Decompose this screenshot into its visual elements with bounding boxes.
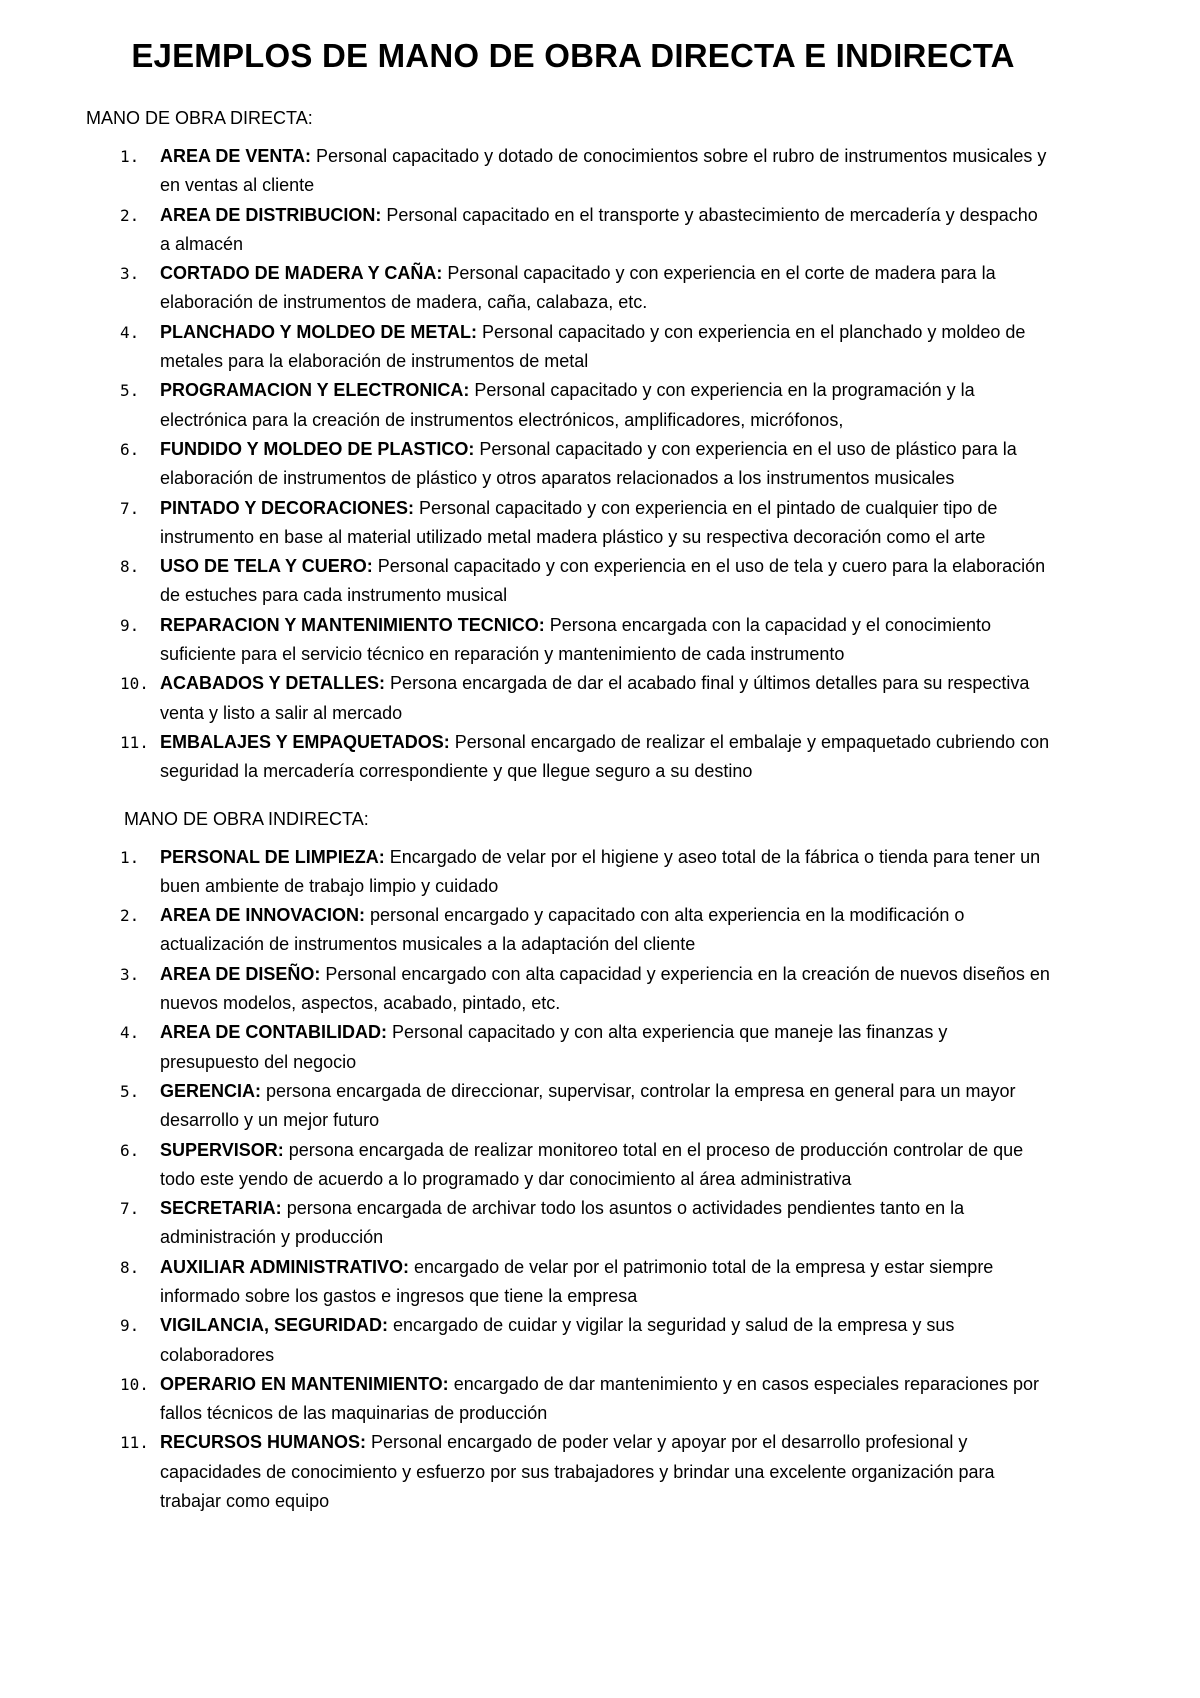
list-item-description: encargado de velar por el patrimonio total de la empresa y estar siempre informado sobre los gastos e ingresos que tiene la empresa [160,1256,994,1306]
list-item-term: FUNDIDO Y MOLDEO DE PLASTICO: [160,438,475,459]
list-item [86,318,1050,377]
list-item-number: 9. [120,1316,140,1336]
list-item-term: USO DE TELA Y CUERO: [160,556,373,577]
list-item-number: 11. [120,732,149,752]
section-heading-indirecta: MANO DE OBRA INDIRECTA: [124,808,369,829]
list-item-number: 10. [120,1374,149,1394]
list-item-number: 9. [120,615,140,635]
list-item-term: SECRETARIA: [160,1198,282,1219]
list-item-description: Personal capacitado y dotado de conocimientos sobre el rubro de instrumentos musicales y en ventas al cliente [160,146,1047,196]
list-item-description: encargado de cuidar y vigilar la seguridad y salud de la empresa y sus colaboradores [160,1315,955,1365]
list-item [86,142,1050,201]
list-item-description: Persona encargada de dar el acabado final y últimos detalles para su respectiva venta y listo a salir al mercado [160,673,1030,723]
list-item-description: Personal encargado de poder velar y apoyar por el desarrollo profesional y capacidades de conocimiento y esfuerzo por sus trabajadores y brindar una excelente organización para trabajar como equipo [160,1432,995,1512]
list-item [86,201,1050,260]
list-item [86,901,1050,960]
list-item-description: Personal encargado de realizar el embalaje y empaquetado cubriendo con seguridad la mercadería correspondiente y que llegue seguro a su destino [160,731,1050,782]
list-item-number: 5. [120,381,140,401]
list-item-term: CORTADO DE MADERA Y CAÑA: [160,263,443,284]
list-item-term: VIGILANCIA, SEGURIDAD: [160,1315,389,1336]
list-item-description: persona encargada de direccionar, supervisar, controlar la empresa en general para un mayor desarrollo y un mejor futuro [160,1080,1016,1131]
list-item-description: Personal capacitado y con experiencia en el pintado de cualquier tipo de instrumento en base al material utilizado metal madera plástico y su respectiva decoración como el arte [160,497,998,547]
list-item [86,1428,1050,1516]
list-item-term: AREA DE INNOVACION: [160,905,366,926]
list-item [86,960,1050,1019]
list-mano-de-obra-indirecta [86,843,1050,1517]
list-item [86,1077,1050,1136]
list-item-description: Encargado de velar por el higiene y aseo total de la fábrica o tienda para tener un buen ambiente de trabajo limpio y cuidado [160,846,1041,896]
list-item-description: persona encargada de realizar monitoreo total en el proceso de producción controlar de que todo este yendo de acuerdo a lo programado y dar conocimiento al área administrativa [160,1139,1024,1189]
list-item-description: Personal capacitado y con experiencia en el uso de plástico para la elaboración de instrumentos de plástico y otros aparatos relacionados a los instrumentos musicales [160,438,1017,489]
list-item-term: GERENCIA: [160,1080,262,1101]
list-item-number: 4. [120,1023,140,1043]
list-item-description: personal encargado y capacitado con alta experiencia en la modificación o actualización de instrumentos musicales a la adaptación del cliente [160,905,965,955]
list-item-term: OPERARIO EN MANTENIMIENTO: [160,1373,449,1394]
list-item [86,1253,1050,1312]
list-item-term: AREA DE DISEÑO: [160,963,321,984]
list-item-description: Personal capacitado y con experiencia en el corte de madera para la elaboración de instrumentos de madera, caña, calabaza, etc. [160,263,996,313]
list-item-description: Personal capacitado y con alta experiencia que maneje las finanzas y presupuesto del negocio [160,1022,948,1072]
list-item-term: SUPERVISOR: [160,1139,284,1160]
list-item-term: PINTADO Y DECORACIONES: [160,497,415,518]
list-item [86,552,1050,611]
list-item-term: AREA DE DISTRIBUCION: [160,204,382,225]
list-item-number: 5. [120,1081,140,1101]
list-item-number: 1. [120,147,140,166]
list-item-number: 6. [120,439,140,459]
list-mano-de-obra-directa [86,142,1050,787]
list-item-description: Personal capacitado en el transporte y abastecimiento de mercadería y despacho a almacén [160,204,1038,254]
list-item-term: AREA DE VENTA: [160,146,312,166]
list-item-number: 8. [120,1257,140,1277]
list-item [86,259,1050,318]
list-item-number: 1. [120,847,140,867]
list-item-term: RECURSOS HUMANOS: [160,1432,367,1453]
list-item [86,435,1050,494]
list-item [86,1194,1050,1253]
list-item [86,843,1050,902]
list-item-number: 7. [120,1199,140,1219]
list-item-term: AREA DE CONTABILIDAD: [160,1022,387,1043]
list-item-term: EMBALAJES Y EMPAQUETADOS: [160,731,450,752]
list-item [86,1370,1050,1429]
list-item [86,494,1050,553]
list-item-term: PLANCHADO Y MOLDEO DE METAL: [160,321,478,342]
list-item-number: 3. [120,264,140,284]
list-item-description: Personal capacitado y con experiencia en el uso de tela y cuero para la elaboración de estuches para cada instrumento musical [160,556,1046,606]
list-item-number: 6. [120,1140,140,1160]
list-item-number: 8. [120,557,140,577]
document-title: EJEMPLOS DE MANO DE OBRA DIRECTA E INDIRECTA [131,37,1015,74]
list-item [86,376,1050,435]
list-item [86,611,1050,670]
list-item [86,669,1050,728]
list-item-number: 11. [120,1433,149,1453]
list-item-description: encargado de dar mantenimiento y en casos especiales reparaciones por fallos técnicos de las maquinarias de producción [160,1373,1040,1424]
list-item [86,1018,1050,1077]
list-item-description: Personal encargado con alta capacidad y experiencia en la creación de nuevos diseños en nuevos modelos, aspectos, acabado, pintado, etc. [160,963,1050,1014]
list-item-number: 2. [120,906,140,926]
list-item-term: PERSONAL DE LIMPIEZA: [160,846,385,867]
list-item-term: ACABADOS Y DETALLES: [160,673,386,694]
list-item-number: 10. [120,674,149,694]
list-item [86,1311,1050,1370]
list-item [86,728,1050,787]
list-item-description: Persona encargada con la capacidad y el conocimiento suficiente para el servicio técnico en reparación y mantenimiento de cada instrumento [160,614,991,665]
list-item-number: 7. [120,498,140,518]
list-item-description: Personal capacitado y con experiencia en el planchado y moldeo de metales para la elaboración de instrumentos de metal [160,321,1026,372]
list-item-description: Personal capacitado y con experiencia en la programación y la electrónica para la creación de instrumentos electrónicos, amplificadores, micrófonos, [160,380,975,430]
list-item-number: 2. [120,205,140,225]
list-item-term: REPARACION Y MANTENIMIENTO TECNICO: [160,614,545,635]
list-item [86,1136,1050,1195]
list-item-number: 4. [120,322,140,342]
list-item-term: PROGRAMACION Y ELECTRONICA: [160,380,470,401]
list-item-description: persona encargada de archivar todo los asuntos o actividades pendientes tanto en la administración y producción [160,1198,965,1248]
section-heading-directa: MANO DE OBRA DIRECTA: [86,108,313,128]
list-item-number: 3. [120,964,140,984]
list-item-term: AUXILIAR ADMINISTRATIVO: [160,1256,409,1277]
